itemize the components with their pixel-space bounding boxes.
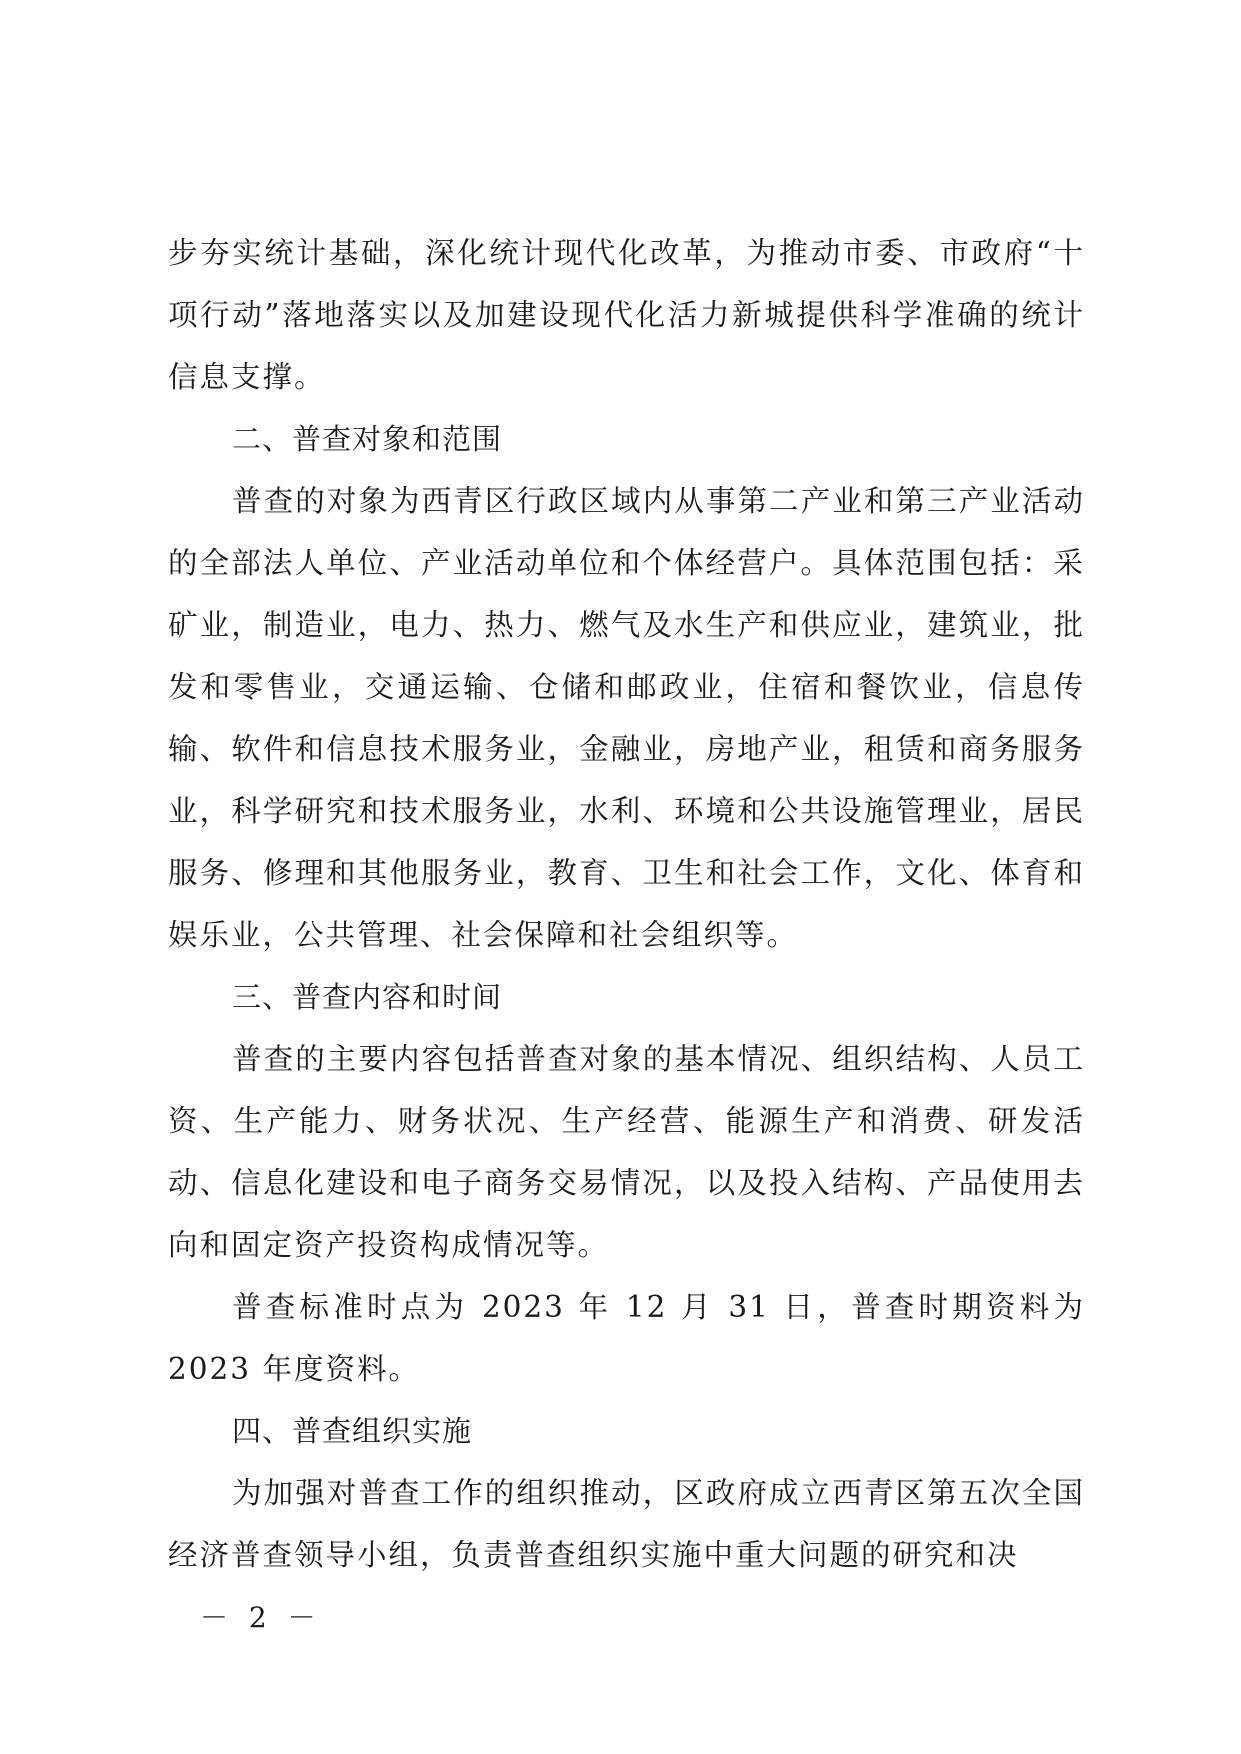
body-text bbox=[168, 222, 1085, 1586]
page-number: － 2 － bbox=[200, 1601, 322, 1634]
section-heading-3: 三、普查内容和时间 bbox=[232, 980, 503, 1014]
section-heading-2: 二、普查对象和范围 bbox=[232, 422, 503, 456]
paragraph-scope: 普查的对象为西青区行政区域内从事第二产业和第三产业活动的全部法人单位、产业活动单位和个体经营户。具体范围包括：采矿业，制造业，电力、热力、燃气及水生产和供应业，建筑业，批发和零售业，交通运输、仓储和邮政业，住宿和餐饮业，信息传输、软件和信息技术服务业，金融业，房地产业，租赁和商务服务业，科学研究和技术服务业，水利、环境和公共设施管理业，居民服务、修理和其他服务业，教育、卫生和社会工作，文化、体育和娱乐业，公共管理、社会保障和社会组织等。 bbox=[168, 484, 1085, 952]
paragraph-continued: 步夯实统计基础，深化统计现代化改革，为推动市委、市政府“十项行动”落地落实以及加建设现代化活力新城提供科学准确的统计信息支撑。 bbox=[168, 236, 1085, 394]
section-heading-4: 四、普查组织实施 bbox=[232, 1414, 473, 1448]
paragraph-content: 普查的主要内容包括普查对象的基本情况、组织结构、人员工资、生产能力、财务状况、生产经营、能源生产和消费、研发活动、信息化建设和电子商务交易情况，以及投入结构、产品使用去向和固定资产投资构成情况等。 bbox=[168, 1042, 1085, 1262]
paragraph-time: 普查标准时点为 2023 年 12 月 31 日，普查时期资料为 2023 年度资料。 bbox=[168, 1290, 1085, 1386]
paragraph-organization: 为加强对普查工作的组织推动，区政府成立西青区第五次全国经济普查领导小组，负责普查组织实施中重大问题的研究和决 bbox=[168, 1476, 1085, 1572]
